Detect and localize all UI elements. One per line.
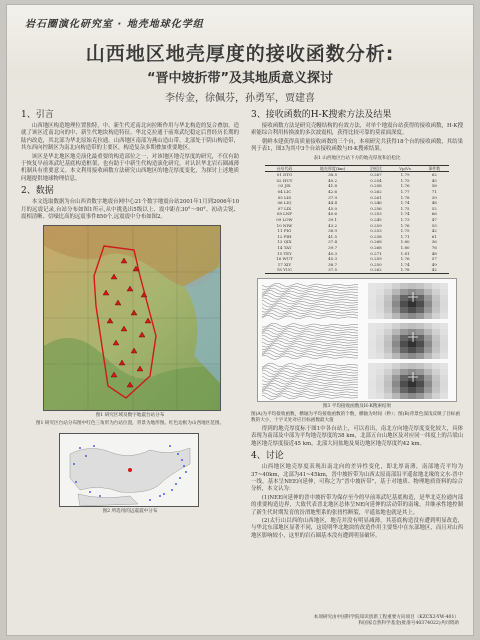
table-cell: 38.5: [328, 172, 338, 178]
table-cell: 0.271: [370, 250, 382, 256]
table-cell: 43.2: [328, 222, 338, 228]
table-cell: 57: [431, 256, 437, 262]
table-cell: 0.238: [370, 233, 382, 239]
method-heading: 3、接收函数的H-K搜索方法及结果: [251, 110, 392, 120]
table-cell: 47: [431, 216, 437, 222]
table-cell: 48: [431, 250, 437, 256]
table-cell: 1.80: [400, 239, 410, 245]
poster-subtitle: “晋中坡折带”及其地质意义探讨: [146, 71, 334, 86]
acknowledgement-footer: [289, 615, 459, 627]
table-body: [265, 172, 449, 274]
right-column: [251, 107, 463, 541]
table-cell: 1.74: [400, 261, 410, 267]
table-cell: 1.77: [400, 189, 410, 194]
table-cell: 1.73: [400, 216, 410, 222]
rf-trace-panel: [262, 363, 358, 399]
table-cell: 11 PIG: [277, 228, 292, 234]
station-map-graphic: [44, 226, 221, 411]
table-cell: 05 LIS: [277, 194, 292, 200]
footer-line-1: 本项研究由中国科学院知识创新工程重要方向项目（KZCX2-YW-401）: [313, 615, 459, 620]
crust-thickness-table: [265, 165, 449, 274]
table-cell: 40.6: [328, 211, 338, 217]
rf-trace-panel: [262, 283, 358, 319]
table-cell: 1.76: [400, 183, 410, 189]
poster-title: 山西地区地壳厚度的接收函数分析:: [85, 43, 395, 65]
table-cell: 1.78: [400, 194, 410, 200]
table-cell: 0.262: [361, 267, 390, 273]
figure-1-caption: 图1 研究区域及数字地震台站分布: [95, 413, 165, 419]
figure-2-caption: 图2 所选用的远震震中分布: [102, 509, 158, 515]
table-header-cell: 泊松比: [361, 165, 390, 172]
table-cell: 10 NIW: [276, 222, 293, 228]
table-cell: 0.258: [370, 183, 382, 189]
footer-line-2: 和国家自然科学基金(批准号40374022)共同资助: [358, 621, 459, 626]
figure-1-note: 图1 研究区台站分布图中红色三角形为台站位置，背景为地形图。红色边框为山西地区范围。: [35, 421, 225, 427]
intro-paragraph-1: 山西地区构造地理位置独特，中、新生代近南北向拉断作用与华北构造的复合叠加，造就了该区近南北向的中、新生代地块构造特征。华北克拉通于前寒武纪稳定后曾经历长期的陆内改造，其北部为华北原始克拉通。山西地区南部为燕山造山带，北部处于阴山构造带，其东西向控制区为南北向构造带的主要区，构造复杂多期叠加重要地区。: [21, 123, 239, 152]
table-cell: 0.259: [370, 256, 382, 262]
receiver-function-graphic: [258, 279, 457, 402]
table-cell: 18 YUC: [265, 267, 304, 273]
left-column: [21, 107, 239, 515]
table-cell: 1.78: [391, 267, 420, 273]
table-cell: 0.253: [370, 211, 382, 217]
table-cell: 42: [431, 228, 437, 234]
table-cell: 16 WUT: [276, 256, 293, 262]
intro-paragraph-2: 该区是华北地区地壳演化最重要的构造部位之一，对该地区地壳厚度的研究，不仅有助于恢复早前寒武纪基底构造框架，也有助于中新生代构造演化研究，对认识华北岩石圈减薄机制具有重要意义。本文利用接收函数方法研究山西地区的地壳厚度变化，为探讨上述地质问题提供地球物理信息。: [21, 153, 239, 182]
lab-name: 岩石圈演化研究室 · 地壳地球化学组: [25, 19, 204, 30]
table-header-cell: 事件数: [420, 165, 449, 172]
table-cell: 0.245: [370, 216, 382, 222]
table-header-row: [265, 165, 449, 172]
authors: 李传金，徐佩芬，孙勇军，贾建喜: [165, 93, 315, 104]
event-map-graphic: [60, 434, 199, 507]
table-cell: 1.81: [400, 250, 410, 256]
table-cell: 07 LIX: [277, 205, 292, 211]
table-header-cell: 台站代码: [265, 165, 304, 172]
receiver-function-figure: [257, 278, 457, 402]
table-cell: 1.71: [400, 233, 410, 239]
figure-3-note: 图(A)为平均接收函数，横轴为平均接收函数的个数，横轴为时间（秒）；图(B)背景色深浅反映了目标函数的大小，十字叉处对应目标函数最大值: [251, 411, 461, 423]
table-cell: 1.75: [400, 228, 410, 234]
table-cell: 44.4: [328, 200, 338, 206]
table-cell: 1.75: [400, 205, 410, 211]
table-cell: 38.9: [328, 228, 338, 234]
hk-stack-panel: [368, 283, 448, 319]
table-cell: 55: [431, 222, 437, 228]
table-cell: 41.8: [328, 183, 338, 189]
table-cell: 0.256: [370, 205, 382, 211]
table-cell: 0.254: [370, 177, 382, 183]
table-cell: 39.7: [328, 244, 338, 250]
table-cell: 45.3: [328, 256, 338, 262]
data-paragraph: 本文选取数据为台山西省数字地震台网中心21个数字地震台站2001年1月到2006年10月的远震记录,台站分布如图1所示,从中挑选出5级以上、震中距在30°～90°、初动尖锐、震相清晰、信噪比高的远震事件850个,远震震中分布如图2。: [21, 199, 239, 221]
table-cell: 1.75: [400, 177, 410, 183]
table-cell: 40.2: [328, 177, 338, 183]
table-cell: 42.6: [328, 189, 338, 194]
table-cell: 0.253: [370, 228, 382, 234]
discussion-paragraph-2: (1)NEE向延伸的晋中坡折带为保存至今的早前寒武纪基底构造，是华北克拉通内部的重要构造边界，大致代表晋北地区总体呈NE向延伸的活动带的南缘，并继承性地控制了新生代时期发育的汾渭地堑系的张扭性断裂，平遥盆地也就是其上。: [251, 494, 463, 516]
table-cell: 45.0: [328, 205, 338, 211]
intro-heading: 1、引言: [21, 110, 54, 120]
table-cell: 0.268: [370, 239, 382, 245]
table-cell: 0.246: [370, 200, 382, 206]
table-cell: 36: [431, 239, 437, 245]
table-cell: 1.74: [400, 200, 410, 206]
table-cell: 66: [431, 211, 437, 217]
table-cell: 37.4: [328, 239, 338, 245]
table-cell: 61: [431, 233, 437, 239]
table-row: [265, 267, 449, 273]
table-cell: 17 XIY: [277, 261, 292, 267]
figure-3-caption: 图3 平均接收函数及H-K搜索结果: [322, 403, 392, 409]
table-cell: 02 HUY: [276, 177, 293, 183]
table-cell: 52: [431, 205, 437, 211]
table-cell: 14 TAY: [277, 244, 292, 250]
method-paragraph-1: 接收函数方法是研究壳幔结构的有效方法，对单个地震台站获得的接收函数，H-K搜索能综合利用转换波的多次波震相，获得比较可靠的莫霍面深度。: [251, 123, 463, 137]
table-cell: 0.261: [370, 194, 382, 200]
table-cell: 40.3: [328, 250, 338, 256]
table-cell: 37.5: [304, 267, 361, 273]
table-cell: 01 DTG: [276, 172, 293, 178]
table-cell: 1.80: [400, 244, 410, 250]
poster: [6, 4, 474, 636]
event-map-figure: [59, 433, 199, 507]
table-cell: 0.262: [370, 189, 382, 194]
table-cell: 1.74: [400, 211, 410, 217]
table-cell: 0.250: [370, 261, 382, 267]
table-cell: 58: [431, 183, 437, 189]
table-cell: 38.7: [328, 261, 338, 267]
discussion-paragraph-1: 山西地区地壳厚度表现出南北向的差异性变化，即北厚南薄，南部地壳平均为37~40km，北部为41~45km，晋中坡折带为山西太原南部沿平遥盆地北缘的文水-晋中一线，基本呈NEE向延伸，可称之为“晋中坡折带”，基于对地质、物理地质资料的综合分析，本文认为：: [251, 464, 463, 493]
table-cell: 15 TEY: [277, 250, 292, 256]
table-cell: 39: [431, 194, 437, 200]
table-cell: 0.268: [370, 244, 382, 250]
table-cell: 1.76: [400, 222, 410, 228]
method-paragraph-2: 朝鲜本建获得高质量接收函数的三个台，本项研究共获得18个台的接收函数，其结果列于表1，图3为其中3个台站接收函数与H-K搜索结果。: [251, 138, 463, 153]
table-cell: 0.259: [370, 222, 382, 228]
table-cell: 06 LIQ: [277, 200, 292, 206]
table-cell: 04 LIC: [277, 189, 292, 194]
table-cell: 48: [431, 200, 437, 206]
table-cell: 37.9: [328, 194, 338, 200]
table-cell: 71: [431, 189, 437, 194]
table-cell: 1.79: [400, 172, 410, 178]
table-header-cell: 地壳厚度(km): [304, 165, 361, 172]
table-cell: 41.5: [328, 233, 338, 239]
table-header-cell: Vp/Vs: [391, 165, 420, 172]
table-cell: 62: [431, 172, 437, 178]
table-caption: 表1 山西地区台站下方的地壳厚度和泊松比: [313, 155, 401, 161]
table-cell: 03 JIX: [278, 183, 291, 189]
table-cell: 08 LNF: [276, 211, 293, 217]
table-cell: 13 QIX: [277, 239, 292, 245]
table-cell: 1.76: [400, 256, 410, 262]
table-cell: 42: [420, 267, 449, 273]
hk-stack-panel: [368, 363, 448, 399]
table-cell: 12 PIH: [277, 233, 292, 239]
hk-stack-panel: [368, 323, 448, 359]
discussion-heading: 4、讨论: [251, 451, 284, 462]
table-cell: 39.1: [328, 216, 338, 222]
results-paragraph: 得到的地壳厚度标于图1中各台站上，可以看出，南北方向地壳厚度变化较大，具体表现为南部及中部为平均地壳厚度的38 km，北部五台山地区及对应同一纬度上的吕梁山地区地壳厚度接近45 km，北部大同盆地及周边地区地壳厚度约42 km。: [251, 425, 463, 447]
data-heading: 2、数据: [21, 186, 54, 197]
table-cell: 45: [431, 177, 437, 183]
table-cell: 76: [431, 244, 437, 250]
table-cell: 49: [431, 261, 437, 267]
discussion-paragraph-3: (2)太行山以西的山西地区，地壳并没有明显减薄，其基底构造没有遭到明显改造，与华北东部地区显著不同，这说明华北地块的改造作用主要集中在东部地区，而且对山西地区影响较小，这里的岩石圈基本没有遭到明显破坏。: [251, 517, 463, 539]
station-map-figure: [43, 225, 221, 411]
rf-trace-panel: [262, 323, 358, 359]
table-cell: 0.267: [370, 172, 382, 178]
table-cell: 09 LOW: [276, 216, 293, 222]
